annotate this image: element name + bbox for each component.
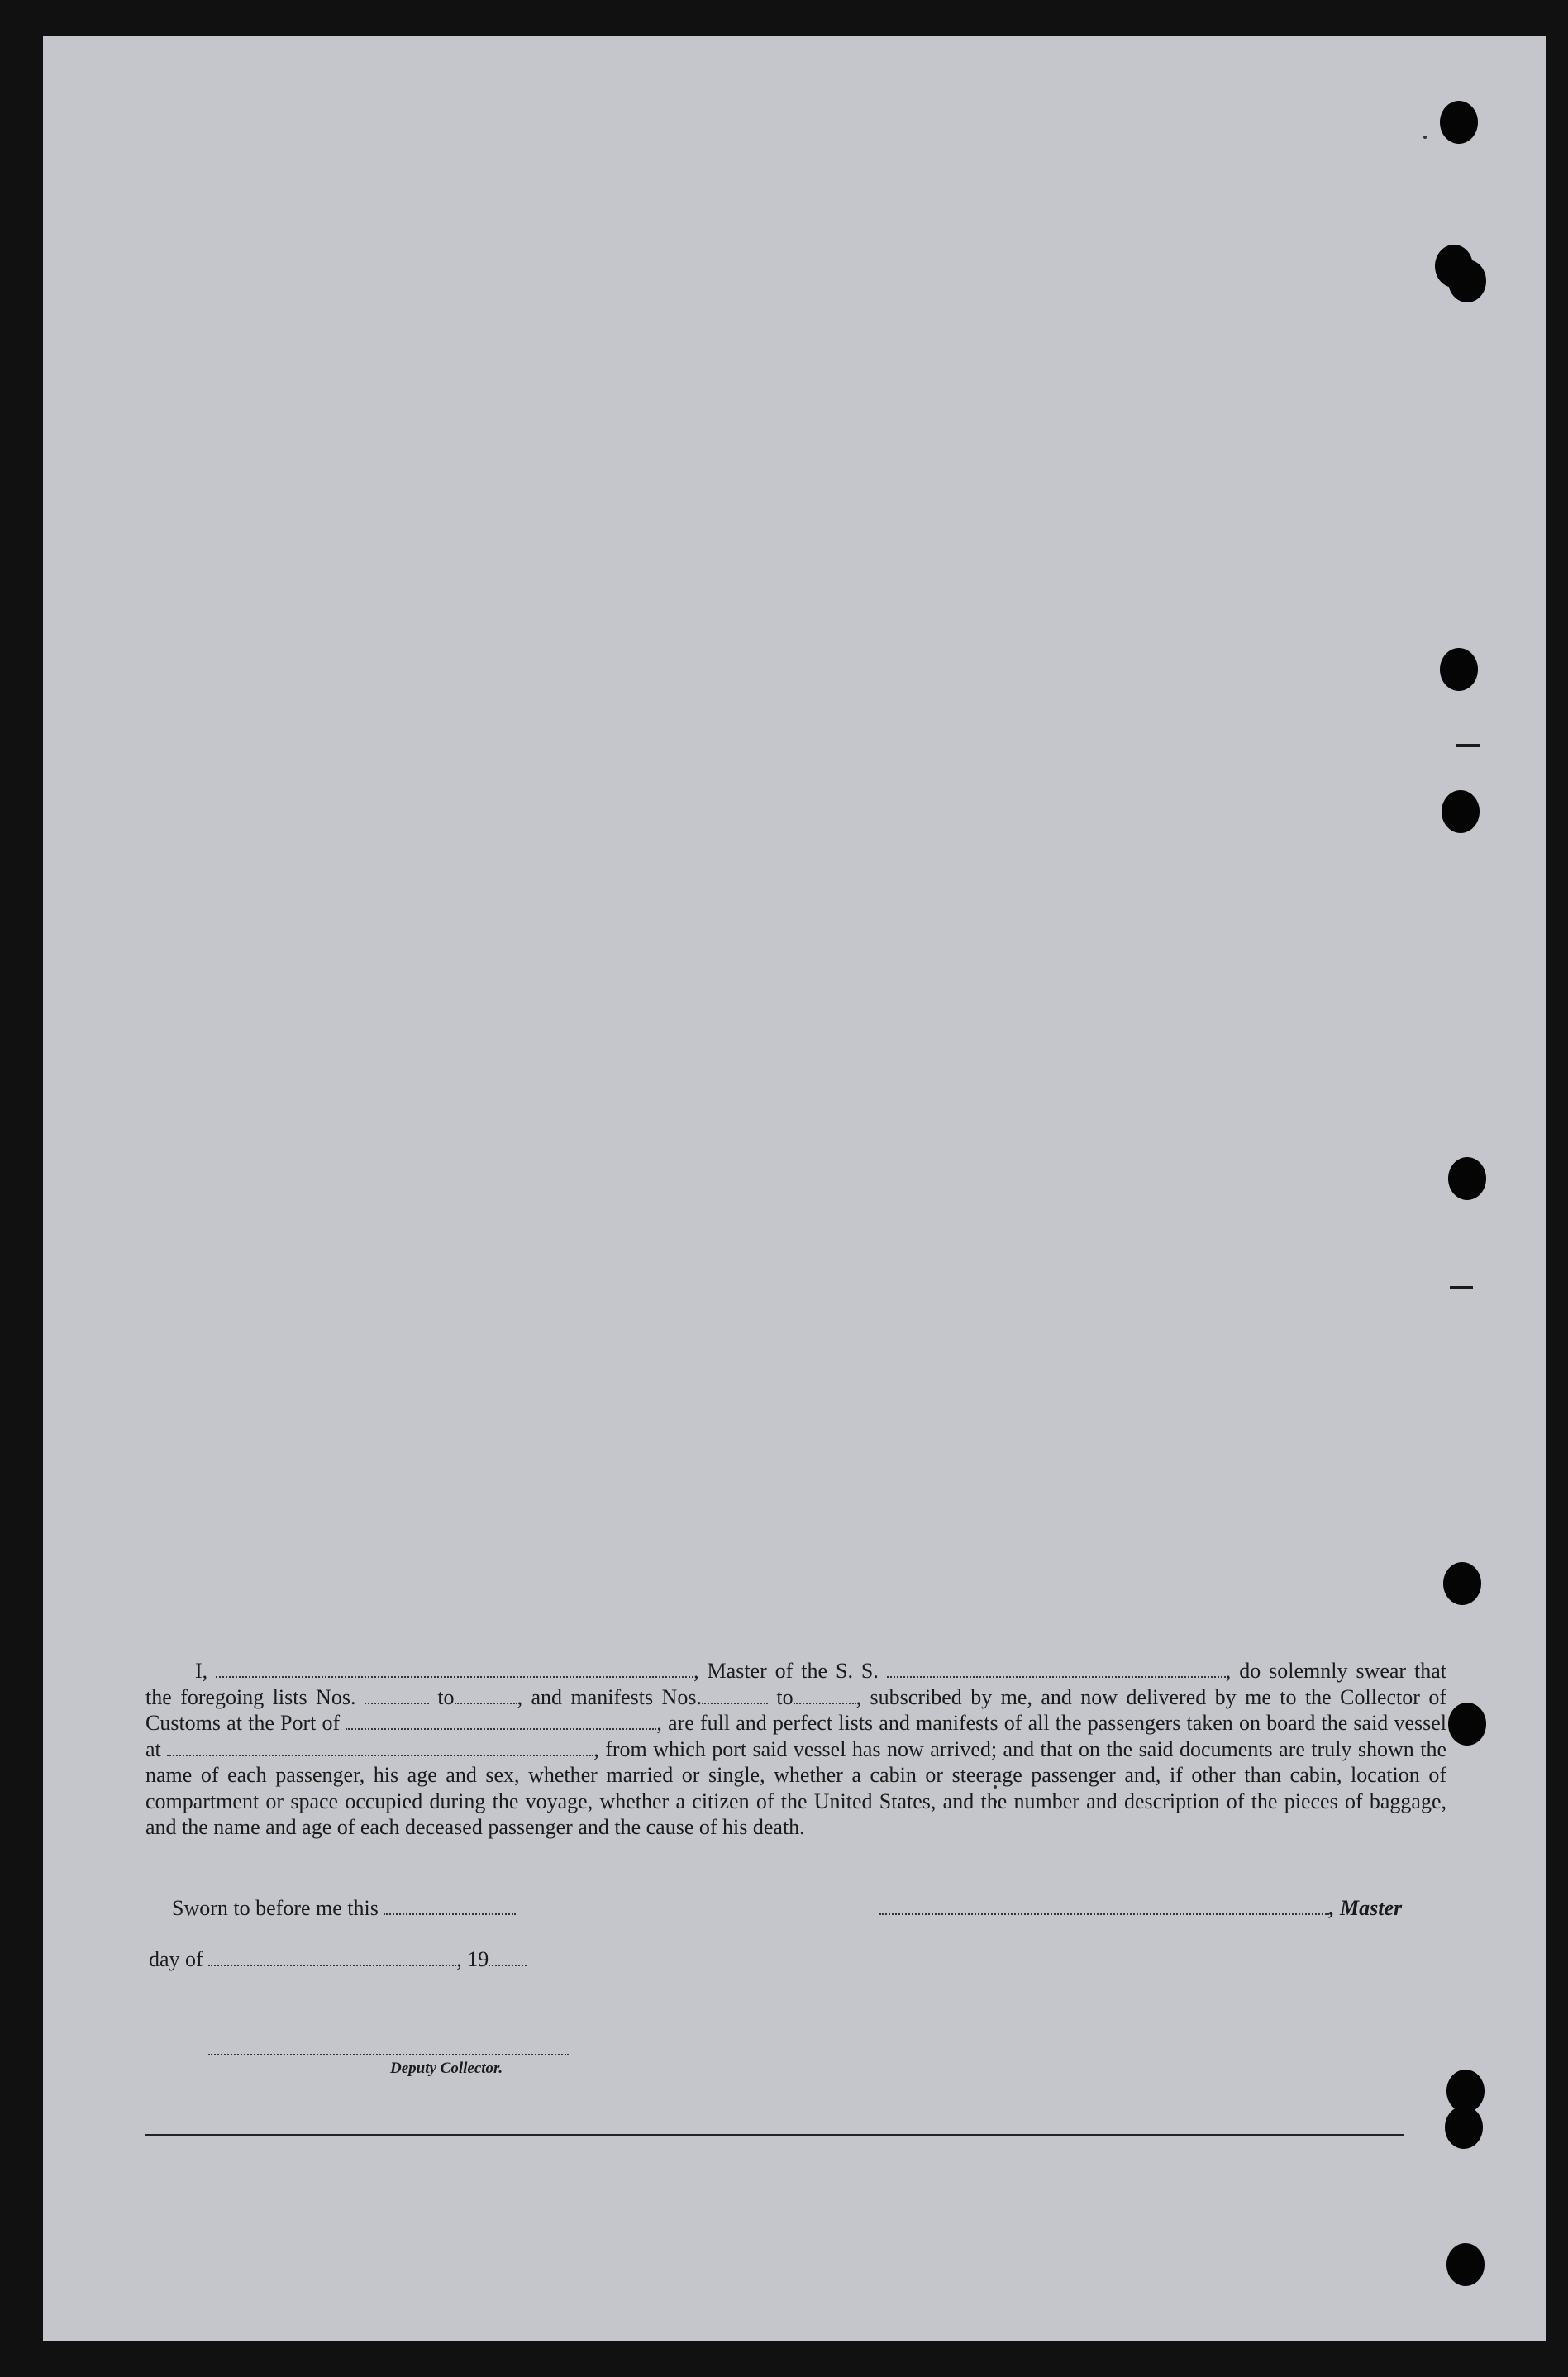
manifests-from-blank[interactable] (702, 1686, 768, 1704)
master-label: , Master (1329, 1896, 1403, 1920)
vessel-name-blank[interactable] (887, 1660, 1226, 1678)
oath-text: , and manifests Nos. (517, 1684, 702, 1709)
manifests-to-blank[interactable] (794, 1686, 856, 1704)
binder-hole-4 (1440, 648, 1478, 691)
port-blank[interactable] (346, 1712, 656, 1730)
margin-mark (1450, 1286, 1473, 1289)
lists-to-blank[interactable] (455, 1686, 517, 1704)
paper-speck (1423, 136, 1427, 139)
oath-paragraph (145, 1658, 1446, 1841)
lists-from-blank[interactable] (365, 1686, 429, 1704)
departure-port-blank[interactable] (167, 1738, 593, 1756)
binder-hole-1 (1440, 101, 1478, 144)
oath-text: , are full and perfect lists and manifests of all the passengers taken on board the said vessel at (145, 1711, 1446, 1761)
bottom-rule (145, 2134, 1404, 2136)
master-signature-row (879, 1896, 1402, 1921)
oath-text: I, (195, 1659, 217, 1683)
binder-hole-5 (1442, 790, 1480, 833)
oath-text: , do solemnly swear that the foregoing lists Nos. (145, 1659, 1447, 1709)
binder-hole-8 (1448, 1703, 1486, 1746)
binder-hole-7 (1443, 1562, 1481, 1605)
month-blank[interactable] (208, 1948, 456, 1966)
master-signature-blank[interactable] (879, 1897, 1329, 1915)
binder-hole-11 (1446, 2243, 1485, 2286)
binder-hole-10 (1445, 2106, 1483, 2149)
day-of-label: day of (149, 1947, 203, 1971)
oath-text: to (767, 1684, 794, 1709)
day-of-row (149, 1947, 527, 1972)
master-name-blank[interactable] (216, 1660, 693, 1678)
oath-text: , subscribed by me, and now delivered by me to the Collector of Customs at the Port of (145, 1684, 1446, 1735)
form-page (43, 36, 1546, 2341)
deputy-signature-line[interactable] (208, 2054, 569, 2055)
oath-text: to (428, 1684, 455, 1709)
sworn-day-blank[interactable] (384, 1897, 516, 1915)
binder-hole-6 (1448, 1157, 1486, 1200)
binder-hole-3 (1448, 260, 1486, 302)
sworn-row (172, 1896, 516, 1921)
year-label: , 19 (456, 1947, 489, 1971)
sworn-label: Sworn to before me this (172, 1896, 379, 1920)
oath-text: , from which port said vessel has now arrived; and that on the said documents are truly shown the name of each passenger, his age and sex, whether married or single, whether a cabin or steerage passenger and, if other than cabin, location of compartment or space occupied during the voyage, whether a citizen of the United States, and the number and description of the pieces of baggage, and the name and age of each deceased passenger and the cause of his death. (145, 1736, 1447, 1839)
deputy-collector-caption: Deputy Collector. (390, 2060, 503, 2077)
oath-text: , Master of the S. S. (693, 1659, 887, 1683)
year-blank[interactable] (489, 1948, 527, 1966)
margin-mark (1456, 744, 1480, 747)
